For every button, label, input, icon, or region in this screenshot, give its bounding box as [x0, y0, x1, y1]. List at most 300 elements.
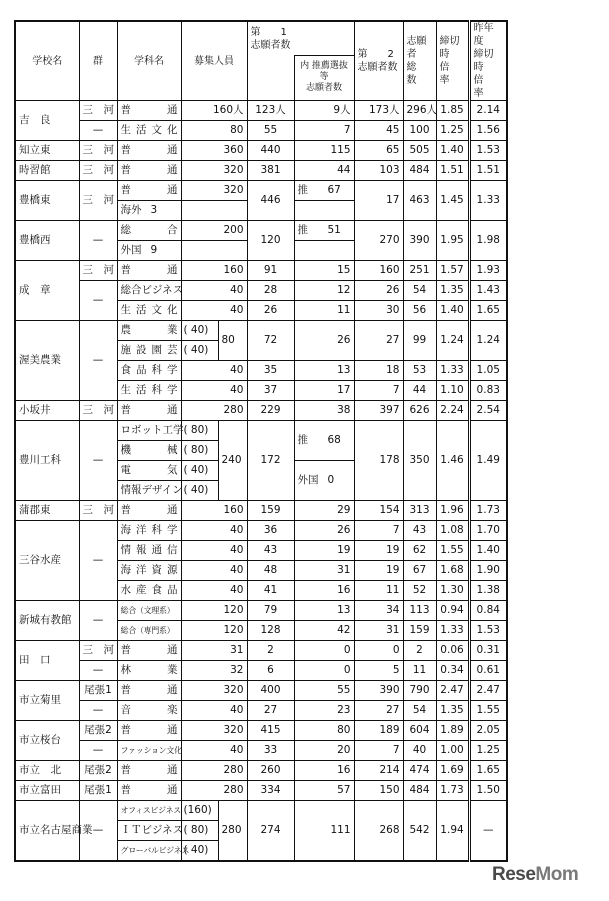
last-year-rate: 1.33: [469, 181, 507, 221]
suisen-count: 16: [294, 581, 354, 601]
capacity: 40: [181, 281, 247, 301]
subject-capacity: ( 80): [181, 421, 218, 441]
second-choice: 150: [354, 781, 403, 801]
school-name: 豊橋西: [15, 221, 79, 261]
first-choice: 415: [247, 721, 294, 741]
table-row: [15, 681, 507, 701]
subject-capacity: ( 40): [181, 341, 218, 361]
second-choice: 17: [354, 181, 403, 221]
dept-name: 普通: [117, 641, 181, 661]
total-applicants: 790: [403, 681, 436, 701]
capacity: 120: [181, 601, 247, 621]
school-name: 田 口: [15, 641, 79, 681]
capacity: 200: [181, 221, 247, 241]
last-year-rate: 1.53: [469, 141, 507, 161]
table-row: [15, 161, 507, 181]
second-choice: 397: [354, 401, 403, 421]
suisen-breakdown: [294, 461, 354, 501]
first-choice: 36: [247, 521, 294, 541]
first-choice: 260: [247, 761, 294, 781]
last-year-rate: 1.51: [469, 161, 507, 181]
application-rate: 1.45: [436, 181, 469, 221]
capacity: 80: [218, 321, 247, 361]
school-name: 新城有教館: [15, 601, 79, 641]
dept-name: 機械: [117, 441, 181, 461]
dept-name: 生活文化: [117, 301, 181, 321]
school-name: 三谷水産: [15, 521, 79, 601]
capacity: 120: [181, 621, 247, 641]
school-name: 蒲郡東: [15, 501, 79, 521]
group-cell: 三 河: [79, 641, 117, 661]
second-choice: 45: [354, 121, 403, 141]
table-row: [15, 801, 507, 821]
group-cell: —: [79, 701, 117, 721]
dept-name: 林業: [117, 661, 181, 681]
first-choice: 120: [247, 221, 294, 261]
suisen-count: 31: [294, 561, 354, 581]
header-total: 志願者 総 数: [403, 21, 436, 101]
header-suisen: 内 推薦選抜等 志願者数: [294, 55, 354, 100]
group-cell: 尾張2: [79, 761, 117, 781]
dept-name: ロボット工学: [117, 421, 181, 441]
suisen-count: 57: [294, 781, 354, 801]
first-choice: 159: [247, 501, 294, 521]
application-rate: 1.69: [436, 761, 469, 781]
total-applicants: 113: [403, 601, 436, 621]
suisen-label: 外国: [120, 244, 142, 256]
capacity: 160: [181, 261, 247, 281]
total-applicants: 390: [403, 221, 436, 261]
header-capacity: 募集人員: [181, 21, 247, 101]
first-choice: 229: [247, 401, 294, 421]
header-last-year-rate: 昨年度 締切時 倍 率: [469, 21, 507, 101]
suisen-count: 0: [294, 661, 354, 681]
last-year-rate: 1.65: [469, 761, 507, 781]
last-year-rate: 1.56: [469, 121, 507, 141]
total-applicants: 99: [403, 321, 436, 361]
suisen-count: 115: [294, 141, 354, 161]
last-year-rate: 2.05: [469, 721, 507, 741]
table-row: [15, 421, 507, 441]
dept-name: 普通: [117, 141, 181, 161]
school-name: 吉 良: [15, 101, 79, 141]
application-rate: 1.40: [436, 141, 469, 161]
last-year-rate: 1.55: [469, 701, 507, 721]
header-blank: [294, 21, 354, 55]
total-applicants: 11: [403, 661, 436, 681]
dept-name: 水産食品: [117, 581, 181, 601]
school-name: 市立名古屋商業: [15, 801, 79, 862]
capacity: 240: [218, 421, 247, 501]
total-applicants: 40: [403, 741, 436, 761]
dept-name: 総合: [117, 221, 181, 241]
school-name: 市立桜台: [15, 721, 79, 761]
dept-name: 電気: [117, 461, 181, 481]
last-year-rate: 1.24: [469, 321, 507, 361]
total-applicants: 474: [403, 761, 436, 781]
application-rate: 1.94: [436, 801, 469, 862]
last-year-rate: 1.49: [469, 421, 507, 501]
suisen-label: 推: [297, 184, 308, 196]
suisen-count: 11: [294, 301, 354, 321]
second-choice: 7: [354, 381, 403, 401]
table-row: [15, 661, 507, 681]
second-choice: 103: [354, 161, 403, 181]
capacity: 40: [181, 521, 247, 541]
suisen-count: 16: [294, 761, 354, 781]
dept-name: 普通: [117, 161, 181, 181]
header-second-choice: 第 2 志願者数: [354, 21, 403, 101]
school-name: 渥美農業: [15, 321, 79, 401]
applicant-table: [14, 20, 508, 862]
total-applicants: 52: [403, 581, 436, 601]
last-year-rate: 0.84: [469, 601, 507, 621]
group-cell: —: [79, 601, 117, 641]
second-choice: 5: [354, 661, 403, 681]
suisen-value: 68: [327, 434, 341, 446]
last-year-rate: 1.73: [469, 501, 507, 521]
table-row: [15, 181, 507, 201]
total-applicants: 484: [403, 161, 436, 181]
application-rate: 1.89: [436, 721, 469, 741]
dept-name: 海洋科学: [117, 521, 181, 541]
group-cell: —: [79, 801, 117, 862]
last-year-rate: 0.61: [469, 661, 507, 681]
school-name: 豊川工科: [15, 421, 79, 501]
second-choice: 26: [354, 281, 403, 301]
table-row: [15, 121, 507, 141]
total-applicants: 62: [403, 541, 436, 561]
total-applicants: 159: [403, 621, 436, 641]
suisen-count: 15: [294, 261, 354, 281]
group-cell: —: [79, 521, 117, 601]
subject-capacity: ( 80): [181, 441, 218, 461]
capacity: 280: [181, 781, 247, 801]
group-cell: 三 河: [79, 261, 117, 281]
table-row: [15, 321, 507, 341]
dept-name: 総合（文理系）: [117, 601, 181, 621]
first-choice: 381: [247, 161, 294, 181]
first-choice: 26: [247, 301, 294, 321]
school-name: 市立 北: [15, 761, 79, 781]
dept-name: 普通: [117, 681, 181, 701]
subject-capacity: ( 40): [181, 321, 218, 341]
application-rate: 0.94: [436, 601, 469, 621]
suisen-value: 0: [327, 474, 335, 486]
first-choice: 91: [247, 261, 294, 281]
second-choice: 27: [354, 701, 403, 721]
first-choice: 35: [247, 361, 294, 381]
first-choice: 79: [247, 601, 294, 621]
application-rate: 1.51: [436, 161, 469, 181]
total-applicants: 484: [403, 781, 436, 801]
table-row: [15, 221, 507, 241]
suisen-count: 23: [294, 701, 354, 721]
second-choice: 390: [354, 681, 403, 701]
dept-name: 総合ビジネス: [117, 281, 181, 301]
dept-name: 普通: [117, 101, 181, 121]
suisen-count: 26: [294, 521, 354, 541]
table-row: [15, 101, 507, 121]
group-cell: 三 河: [79, 141, 117, 161]
total-applicants: 100: [403, 121, 436, 141]
last-year-rate: 1.25: [469, 741, 507, 761]
dept-name: 普通: [117, 781, 181, 801]
first-choice: 27: [247, 701, 294, 721]
first-choice: 37: [247, 381, 294, 401]
application-rate: 0.06: [436, 641, 469, 661]
application-rate: 1.00: [436, 741, 469, 761]
group-cell: 三 河: [79, 161, 117, 181]
second-choice: 34: [354, 601, 403, 621]
total-applicants: 542: [403, 801, 436, 862]
capacity: 320: [181, 721, 247, 741]
application-rate: 1.95: [436, 221, 469, 261]
first-choice: 43: [247, 541, 294, 561]
application-rate: 2.24: [436, 401, 469, 421]
total-applicants: 2: [403, 641, 436, 661]
school-name: 成 章: [15, 261, 79, 321]
table-row: [15, 761, 507, 781]
total-applicants: 251: [403, 261, 436, 281]
total-applicants: 44: [403, 381, 436, 401]
capacity: 32: [181, 661, 247, 681]
second-choice: 31: [354, 621, 403, 641]
table-row: [15, 501, 507, 521]
application-rate: 1.10: [436, 381, 469, 401]
application-rate: 1.85: [436, 101, 469, 121]
application-rate: 1.68: [436, 561, 469, 581]
suisen-label: 推: [297, 224, 308, 236]
capacity: 160人: [181, 101, 247, 121]
second-choice: 19: [354, 561, 403, 581]
last-year-rate: 0.31: [469, 641, 507, 661]
school-name: 市立富田: [15, 781, 79, 801]
application-rate: 1.35: [436, 281, 469, 301]
total-applicants: 56: [403, 301, 436, 321]
suisen-value: 51: [327, 224, 341, 236]
second-choice: 268: [354, 801, 403, 862]
suisen-count: 26: [294, 321, 354, 361]
application-rate: 1.35: [436, 701, 469, 721]
header-first-choice: 第 1 志願者数: [247, 21, 294, 101]
school-name: 時習館: [15, 161, 79, 181]
group-cell: 三 河: [79, 501, 117, 521]
total-applicants: 296人: [403, 101, 436, 121]
subject-capacity: ( 40): [181, 461, 218, 481]
suisen-count: 20: [294, 741, 354, 761]
first-choice: 172: [247, 421, 294, 501]
capacity: 80: [181, 121, 247, 141]
group-cell: —: [79, 221, 117, 261]
group-cell: 尾張2: [79, 721, 117, 741]
group-cell: 尾張1: [79, 681, 117, 701]
application-rate: 1.57: [436, 261, 469, 281]
dept-name: 農業: [117, 321, 181, 341]
dept-name: 普通: [117, 401, 181, 421]
first-choice: 48: [247, 561, 294, 581]
capacity: 40: [181, 361, 247, 381]
school-name: 知立東: [15, 141, 79, 161]
suisen-label: 外国: [297, 474, 319, 486]
header-school: 学校名: [15, 21, 79, 101]
last-year-rate: 1.53: [469, 621, 507, 641]
total-applicants: 505: [403, 141, 436, 161]
suisen-count: 13: [294, 361, 354, 381]
dept-name: オフィスビジネス: [117, 801, 181, 821]
first-choice: 6: [247, 661, 294, 681]
second-choice: 178: [354, 421, 403, 501]
suisen-label: 海外: [120, 204, 142, 216]
suisen-value: 3: [150, 204, 158, 216]
suisen-count: 7: [294, 121, 354, 141]
last-year-rate: 1.38: [469, 581, 507, 601]
suisen-count: 42: [294, 621, 354, 641]
total-applicants: 313: [403, 501, 436, 521]
subject-capacity: ( 40): [181, 481, 218, 501]
dept-name: 生活科学: [117, 381, 181, 401]
second-choice: 30: [354, 301, 403, 321]
dept-name: ＩＴビジネス: [117, 821, 181, 841]
application-rate: 1.08: [436, 521, 469, 541]
last-year-rate: 1.70: [469, 521, 507, 541]
first-choice: 446: [247, 181, 294, 221]
application-rate: 1.96: [436, 501, 469, 521]
capacity: 40: [181, 301, 247, 321]
header-rate: 締切時 倍 率: [436, 21, 469, 101]
header-dept: 学科名: [117, 21, 181, 101]
capacity: 40: [181, 581, 247, 601]
application-rate: 1.30: [436, 581, 469, 601]
group-cell: 三 河: [79, 101, 117, 121]
second-choice: 11: [354, 581, 403, 601]
table-row: [15, 521, 507, 541]
dept-name: ファッション文化: [117, 741, 181, 761]
capacity: 280: [181, 761, 247, 781]
second-choice: 173人: [354, 101, 403, 121]
second-choice: 270: [354, 221, 403, 261]
total-applicants: 54: [403, 701, 436, 721]
dept-name: 施設園芸: [117, 341, 181, 361]
second-choice: 7: [354, 521, 403, 541]
application-rate: 1.46: [436, 421, 469, 501]
capacity: 320: [181, 681, 247, 701]
first-choice: 128: [247, 621, 294, 641]
first-choice: 123人: [247, 101, 294, 121]
school-name: 市立菊里: [15, 681, 79, 721]
first-choice: 55: [247, 121, 294, 141]
last-year-rate: 1.50: [469, 781, 507, 801]
table-row: [15, 261, 507, 281]
suisen-breakdown: [294, 421, 354, 461]
suisen-count: 0: [294, 641, 354, 661]
group-cell: 三 河: [79, 401, 117, 421]
first-choice: 440: [247, 141, 294, 161]
first-choice: 28: [247, 281, 294, 301]
application-rate: 1.33: [436, 621, 469, 641]
application-rate: 1.24: [436, 321, 469, 361]
second-choice: 19: [354, 541, 403, 561]
suisen-count: 9人: [294, 101, 354, 121]
suisen-breakdown: [294, 221, 354, 241]
suisen-value: 67: [327, 184, 341, 196]
group-cell: 三 河: [79, 181, 117, 221]
capacity: 320: [181, 161, 247, 181]
header-group: 群: [79, 21, 117, 101]
capacity: 280: [181, 401, 247, 421]
total-applicants: 604: [403, 721, 436, 741]
total-applicants: 43: [403, 521, 436, 541]
subject-capacity: ( 40): [181, 841, 218, 862]
group-cell: —: [79, 741, 117, 761]
dept-name: 普通: [117, 721, 181, 741]
dept-name: 生活文化: [117, 121, 181, 141]
suisen-label: 推: [297, 434, 308, 446]
group-cell: —: [79, 421, 117, 501]
suisen-count: 55: [294, 681, 354, 701]
suisen-count: 19: [294, 541, 354, 561]
total-applicants: 53: [403, 361, 436, 381]
first-choice: 334: [247, 781, 294, 801]
last-year-rate: 1.93: [469, 261, 507, 281]
second-choice: 18: [354, 361, 403, 381]
application-rate: 1.40: [436, 301, 469, 321]
capacity: 280: [218, 801, 247, 862]
last-year-rate: 2.47: [469, 681, 507, 701]
suisen-count: 111: [294, 801, 354, 862]
total-applicants: 463: [403, 181, 436, 221]
capacity: 31: [181, 641, 247, 661]
second-choice: 154: [354, 501, 403, 521]
application-rate: 2.47: [436, 681, 469, 701]
total-applicants: 350: [403, 421, 436, 501]
group-cell: —: [79, 661, 117, 681]
last-year-rate: 0.83: [469, 381, 507, 401]
application-rate: 1.55: [436, 541, 469, 561]
first-choice: 41: [247, 581, 294, 601]
dept-name: 音楽: [117, 701, 181, 721]
first-choice: 33: [247, 741, 294, 761]
resemom-logo: ReseMom: [492, 864, 579, 885]
dept-name: 普通: [117, 261, 181, 281]
last-year-rate: 2.54: [469, 401, 507, 421]
last-year-rate: 1.65: [469, 301, 507, 321]
suisen-count: 13: [294, 601, 354, 621]
capacity: 40: [181, 381, 247, 401]
suisen-count: 12: [294, 281, 354, 301]
school-name: 小坂井: [15, 401, 79, 421]
dept-name: グローバルビジネス: [117, 841, 181, 862]
group-cell: —: [79, 281, 117, 321]
suisen-breakdown: [117, 201, 181, 221]
last-year-rate: 1.98: [469, 221, 507, 261]
table-row: [15, 781, 507, 801]
total-applicants: 626: [403, 401, 436, 421]
total-applicants: 54: [403, 281, 436, 301]
suisen-breakdown: [117, 241, 181, 261]
dept-name: 情報通信: [117, 541, 181, 561]
capacity: 320: [181, 181, 247, 201]
subject-capacity: ( 80): [181, 821, 218, 841]
group-cell: —: [79, 321, 117, 401]
dept-name: 食品科学: [117, 361, 181, 381]
last-year-rate: 1.40: [469, 541, 507, 561]
capacity: 360: [181, 141, 247, 161]
group-cell: —: [79, 121, 117, 141]
last-year-rate: 1.90: [469, 561, 507, 581]
capacity: 40: [181, 701, 247, 721]
second-choice: 7: [354, 741, 403, 761]
